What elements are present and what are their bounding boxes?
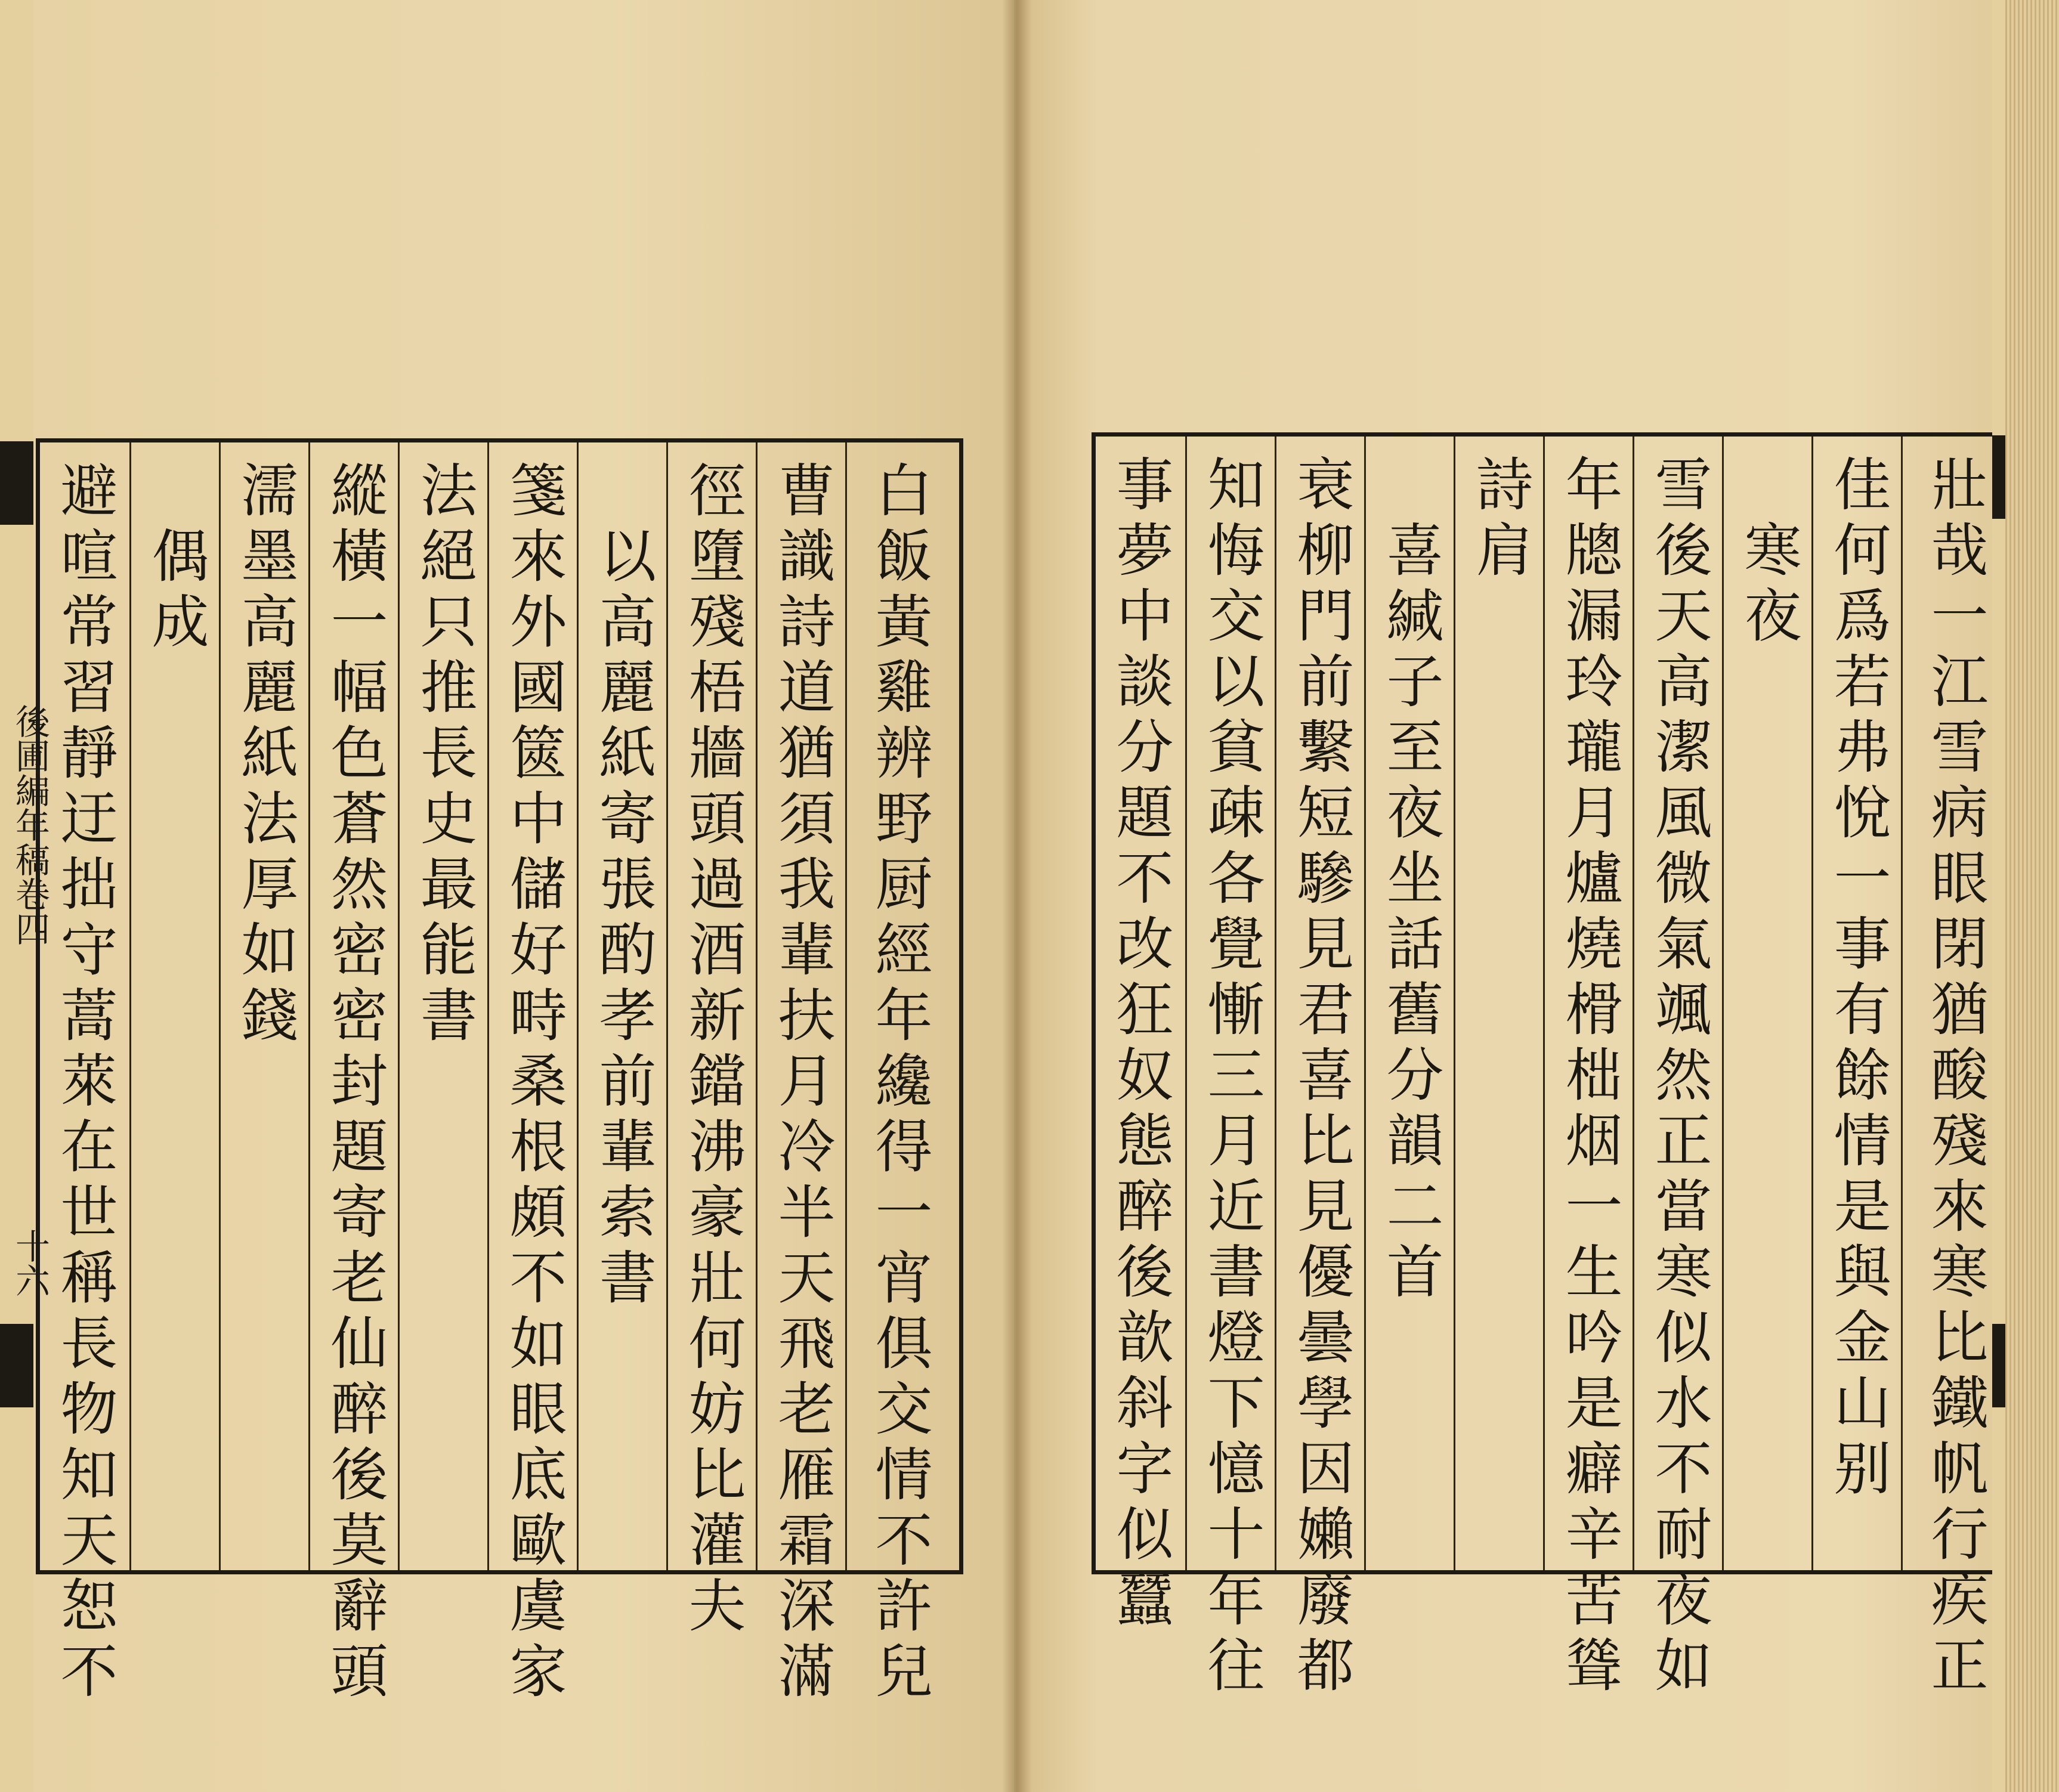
text-column [1722,437,1811,1570]
margin-title: 後圃編年稿卷四 [10,704,50,946]
column-text: 事夢中談分題不改狂奴態醉後歆斜字似蠶 [1107,454,1174,1635]
text-column [756,442,845,1707]
folio-number: 十六 [10,1228,50,1298]
column-text: 衰柳門前繫短驂見君喜比見優曇學因嬾廢都 [1288,454,1355,1701]
fish-tail-mark [0,441,33,525]
right-text-frame [1092,432,2022,1701]
column-text: 避喧常習靜迂拙守蒿萊在世稱長物知天恕不 [51,460,118,1707]
left-page [0,0,1014,1792]
column-text: 寒夜 [1735,454,1802,651]
text-column [1543,437,1633,1701]
column-text: 箋來外國篋中儲好畤桑根頗不如眼底歐虞家 [500,460,567,1707]
column-text: 法絕只推長史最能書 [411,460,478,1051]
text-column [487,442,577,1707]
column-text: 徑墮殘梧牆頭過酒新鐺沸豪壯何妨比灌夫 [679,460,746,1641]
text-column [1185,437,1275,1701]
fish-tail-mark [0,1324,33,1407]
page-edges [2005,0,2059,1792]
column-text: 壯哉一江雪病眼閉猶酸殘來寒比鐵帆行疾正 [1922,454,1989,1701]
text-column [1364,437,1454,1570]
text-column [40,442,129,1707]
text-column [577,442,666,1570]
text-column [666,442,756,1641]
text-column [1633,437,1722,1701]
left-margin-strip [0,0,50,1792]
text-column [129,442,219,1570]
column-text: 偶成 [143,460,209,657]
text-column [219,442,308,1570]
column-text: 白飯黃雞辨野厨經年纔得一宵俱交情不許兒 [866,460,933,1707]
book-gutter [1002,0,1032,1792]
text-column [845,442,959,1707]
column-text: 縱橫一幅色蒼然密密封題寄老仙醉後莫辭頭 [321,460,388,1707]
text-column [398,442,487,1570]
text-column [1096,437,1185,1635]
column-text: 知悔交以貧疎各覺慚三月近書燈下憶十年往 [1198,454,1265,1701]
column-text: 濡墨高麗紙法厚如錢 [232,460,299,1051]
text-column [1811,437,1901,1570]
column-text: 喜緘子至夜坐話舊分韻二首 [1377,454,1444,1307]
column-text: 雪後天高潔風微氣颯然正當寒似水不耐夜如 [1646,454,1712,1701]
right-page [1014,0,2059,1792]
left-text-frame [36,438,963,1707]
text-column [1454,437,1543,1570]
text-column [308,442,398,1707]
frame-border [1092,432,2022,1701]
column-text: 曹識詩道猶須我輩扶月冷半天飛老雁霜深滿 [769,460,836,1707]
column-text: 以高麗紙寄張酌孝前輩索書 [590,460,657,1313]
column-text: 年牕漏玲瓏月爐燒榾柮烟一生吟是癖辛苦聳 [1556,454,1623,1701]
column-text: 佳何爲若弗悅一事有餘情是與金山别 [1825,454,1891,1504]
text-column [1275,437,1364,1701]
column-text: 詩肩 [1467,454,1534,586]
